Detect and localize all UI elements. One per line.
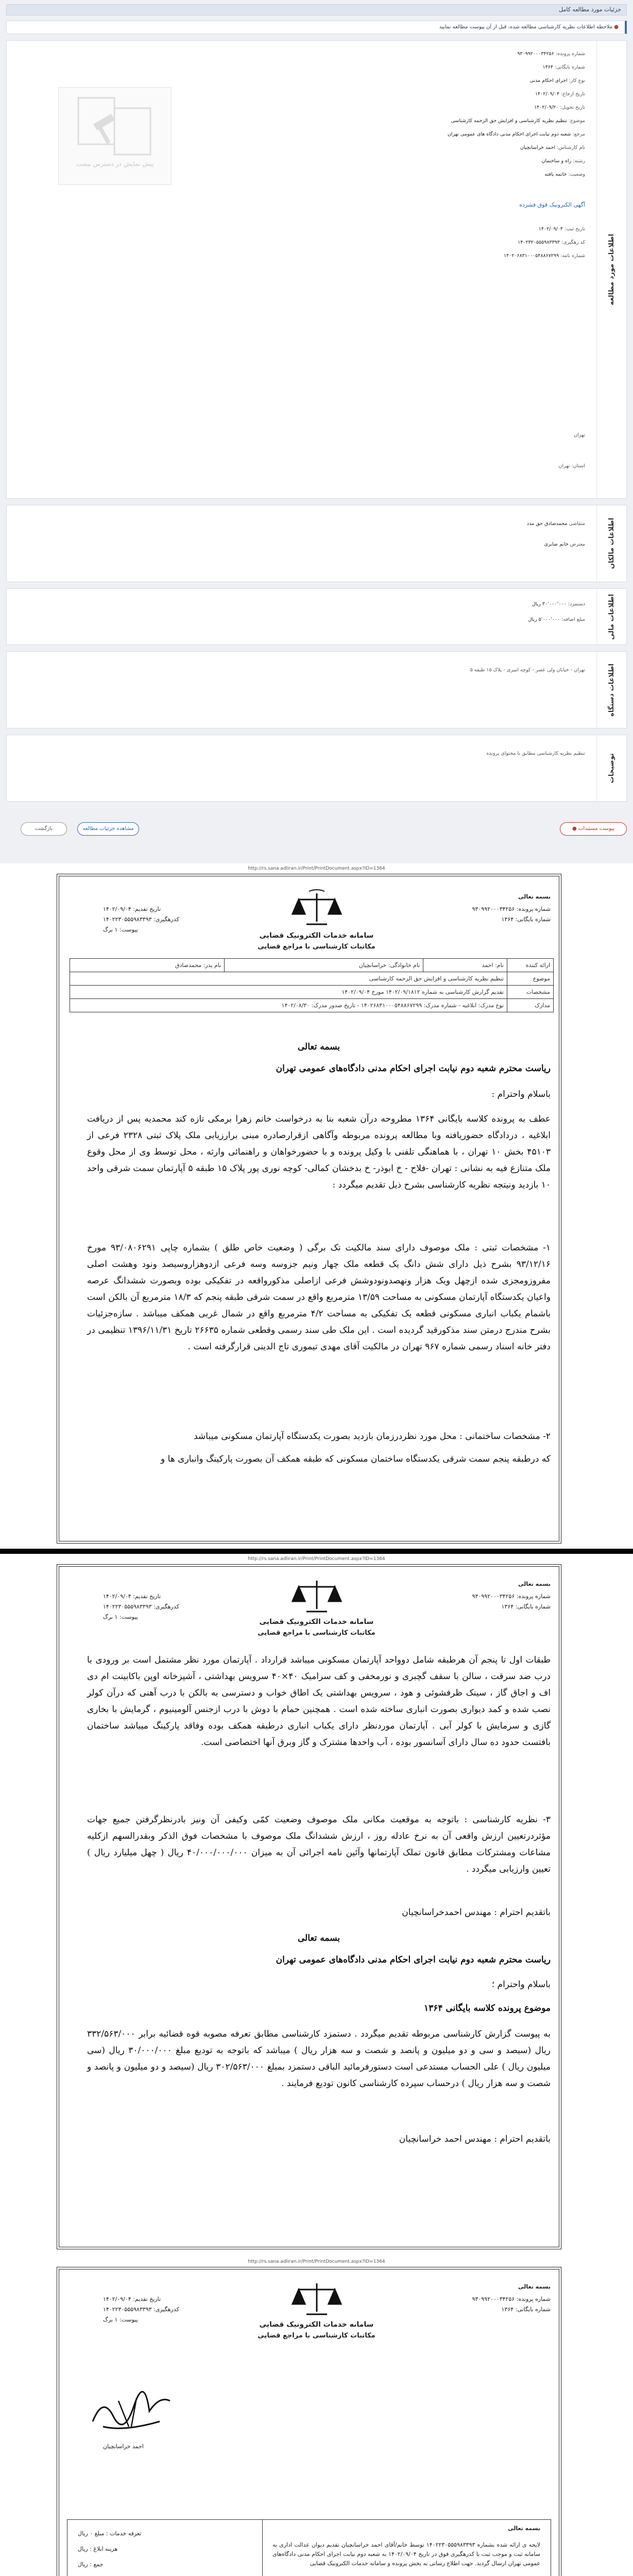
signoff-1: باتقدیم احترام : مهندس احمدخراسانچیان	[402, 1907, 551, 1918]
system-name-2: سامانه خدمات الکترونیک قضایی	[259, 1618, 374, 1626]
scales-of-justice-icon	[288, 1577, 345, 1618]
body-building-cont: که درطبقه پنجم سمت شرقی یکدستگاه ساختمان مسکونی که طبقه همکف آن بصورت پارکینگ وانباری ها و	[160, 1454, 551, 1464]
scales-of-justice-icon	[288, 2279, 345, 2320]
print-url-3: http://rs.sana.adliran.ir/Print/PrintDocument.aspx?ID=1364	[0, 2258, 633, 2266]
section-label-address: اطلاعات دستگاه	[596, 652, 626, 728]
breadcrumb-text: جزئیات مورد مطالعه کامل	[559, 6, 621, 13]
case-no-2: شماره پرونده: ۹۳۰۹۹۲۰۰۰۳۴۲۵۶	[472, 1593, 551, 1600]
submission-table: ارائه کننده نام: احمد نام خانوادگی: خراسانچیان نام پدر: محمدصادق موضوع تنظیم نظریه کارشناسی و افزایش حق الزحمه کارشناسی مشخصات تقدیم گزارش کارشناسی به شماره ۱۴۰۲/۰۹/۱۸۱۲ مورخ ۱۴۰۲/۰۹/۰۴ مدارک نوع مدرک: ابلاغیه - شماره مدرک: ۱۴۰۲۶۸۳۱۰۰۰۵۴۸۸۶۷۲۹۹ - تاریخ صدور مدرک: ۱۴۰۲/۰۸/۳۰	[70, 958, 554, 1012]
case-field: رشته: راه و ساختمان	[541, 158, 585, 164]
body-expert-opinion: ۳- نظریه کارشناسی : باتوجه به موقعیت مکانی ملک موصوف وضعیت کمّی وکیفی آن ونیز بادرنظرگرفتن جمیع جهات مؤثردرتعیین ارزش واقعی آن به نرخ عادله روز ، ارزش ششدانگ ملک موصوف با مشخصات فوق الذکر وبقدرالسهم ازکلیه مشاعات ومشترکات مطابق قانون تملک آپارتمانها وآئین نامه اجرائی آن به میزان ۴۰/۰۰۰/۰۰۰/۰۰۰ ریال ( چهل میلیارد ریال ) تعیین وارزیابی میگردد .	[87, 1815, 551, 1874]
page-separator	[0, 1549, 633, 1554]
archive-no: شماره بایگانی: ۱۳۶۴	[501, 916, 551, 923]
fee-request: به پیوست گزارش کارشناسی مربوطه تقدیم میگردد . دستمزد کارشناسی مطابق تعرفه مصوبه قوه قضائیه برابر ۳۳۲/۵۶۳/۰۰۰ ریال (سیصد و سی و دو میلیون و پانصد و شصت و سه هزار ریال ) میباشد که باتوجه به تودیع مبلغ ۳۰/۰۰۰/۰۰۰ ریال (سی میلیون ریال ) علی الحساب مستدعی است دستورفرمائید الباقی دستمزد بمبلغ ۳۰۲/۵۶۳/۰۰۰ ریال (سیصد و دو میلیون و پانصد و شصت و سه هزار ریال ) درحساب سپرده کارشناسی کانون تودیع فرمایند .	[87, 2029, 551, 2089]
receipt-left-pane	[262, 2520, 551, 2576]
document-page-2	[0, 1554, 633, 2257]
body-building: ۲- مشخصات ساختمانی : محل مورد نظردرزمان بازدید بصورت یکدستگاه آپارتمان مسکونی میباشد	[194, 1431, 551, 1442]
gavel-icon	[58, 88, 171, 185]
submit-date-3: تاریخ تقدیم: ۱۴۰۲/۰۹/۰۴	[103, 2296, 161, 2302]
section-label-owners: اطلاعات مالکان	[596, 505, 626, 582]
greeting: باسلام واحترام :	[491, 1089, 551, 1099]
signoff-2: باتقدیم احترام : مهندس احمد خراسانچیان	[399, 2134, 551, 2144]
case-field: تاریخ تحویل: ۱۴۰۲/۰۹/۲۰	[534, 105, 585, 110]
signature-image	[88, 2391, 175, 2437]
addressee-2: ریاست محترم شعبه دوم نیابت اجرای احکام مدنی دادگاه‌های عمومی تهران	[276, 1955, 551, 1965]
fee-line: تعرفه خدمات : مبلغ ۰ ریال	[78, 2530, 142, 2537]
submit-date: تاریخ تقدیم: ۱۴۰۲/۰۹/۰۴	[103, 906, 161, 912]
system-name-3: سامانه خدمات الکترونیک قضایی	[259, 2320, 374, 2329]
image-placeholder-text: پیش نمایش در دسترس نیست	[76, 160, 154, 167]
system-name: سامانه خدمات الکترونیک قضایی	[259, 931, 374, 940]
location-label: تهران	[574, 432, 585, 438]
address-card	[6, 651, 627, 728]
description-card	[6, 735, 627, 802]
section-label-case: اطلاعات مورد مطالعه	[596, 41, 626, 498]
case-field: مرجع: شعبه دوم نیابت اجرای احکام مدنی دادگاه های عمومی تهران	[447, 131, 585, 137]
archive-no-2: شماره بایگانی: ۱۳۶۴	[501, 1603, 551, 1610]
letter-title: بسمه تعالی	[297, 1042, 340, 1052]
case-no: شماره پرونده: ۹۳۰۹۹۲۰۰۰۳۴۲۵۶	[472, 906, 551, 912]
system-subtitle-3: مکاتبات کارشناسی با مراجع قضایی	[258, 2332, 375, 2340]
attachment-count: پیوست: ۱ برگ	[103, 926, 138, 933]
financial-field: دستمزد: ۳۰٬۰۰۰٬۰۰۰ ریال	[532, 601, 585, 607]
notice-bar	[6, 21, 627, 34]
case-field: تاریخ ارجاع: ۱۴۰۲/۰۹/۰۴	[535, 91, 585, 97]
case-no-3: شماره پرونده: ۹۳۰۹۹۲۰۰۰۳۴۲۵۶	[472, 2296, 551, 2302]
body-registration: ۱- مشخصات ثبتی : ملک موصوف دارای سند مالکیت تک برگی ( وضعیت خاص طلق ) بشماره چاپی ۹۳/۰۸۰۶۲۹۱ مورخ ۹۳/۱۲/۱۶ بشرح ذیل دارای شش دانگ یک قطعه ملک چهار ونیم جزوسه وسه فرعی ازدوهزاروسیصد ونود وهشت اصلی مفروزومجزی شده ازچهل ویک هزار ونهصدونودوشش فرعی ازاصلی مذکورواقعه در تفکیکی بوده وبصورت ششدانگ عرصه واعیان یکدستگاه آپارتمان مسکونی به مساحت ۱۳/۵۹ مترمربع واقع در سمت شرقی طبقه پنجم که ۱۸/۳ مترمربع آن بالکن است باشمام یکباب انباری مسکونی قطعه یک تفکیکی به مساحت ۴/۲ مترمربع واقع در شمال غربی همکف میباشد . سازه‌جزئیات بشرح مندرج درمتن سند مذکورقید گردیده است . این ملک طی سند رسمی وقطعی شماره ۲۶۶۳۵ تاریخ ۱۳۹۶/۱۱/۳۱ تنظیمی در دفتر خانه اسناد رسمی شماره ۹۶۷ تهران در مالکیت آقای مهدی تیموری تاج الدینی قرارگرفته است .	[87, 1243, 551, 1352]
electronic-notice-link[interactable]: آگهی الکترونیک فوق فشرده	[519, 201, 585, 208]
province-label: استان: تهران	[558, 463, 585, 469]
scales-of-justice-icon	[288, 889, 345, 930]
greeting-2: باسلام واحترام ؛	[491, 1979, 551, 1990]
case-info-card	[6, 40, 627, 499]
notice-text: ملاحظه اطلاعات نظریه کارشناسی مطالعه شده، قبل از آن پیوست مطالعه نمایید	[439, 24, 613, 30]
signature-name: احمد خراسانچیان	[103, 2443, 144, 2450]
attachment-count-2: پیوست: ۱ برگ	[103, 1614, 138, 1620]
case-field: موضوع: تنظیم نظریه کارشناسی و افزایش حق الزحمه کارشناسی	[451, 118, 585, 124]
case-field: وضعیت: خاتمه یافته	[544, 172, 585, 177]
addressee: ریاست محترم شعبه دوم نیابت اجرای احکام مدنی دادگاه‌های عمومی تهران	[276, 1063, 551, 1074]
owners-card	[6, 505, 627, 582]
bismillah-header-2: بسمه تعالی	[518, 1581, 551, 1587]
financial-field: مبلغ اضافه: ۵٬۰۰۰٬۰۰۰ ریال	[528, 617, 585, 622]
extra-field: شماره نامه: ۱۴۰۲۰۶۸۳۱۰۰۰۵۴۸۸۶۷۲۹۹	[503, 253, 585, 259]
receipt-box	[67, 2519, 551, 2576]
case-field: شماره بایگانی: ۱۳۶۴	[542, 64, 585, 70]
extra-field: کد رهگیری: ۱۴۰۲۳۲۰۵۵۵۹۸۳۳۹۳	[518, 240, 585, 245]
body-building-details: طبقات اول تا پنجم آن هرطبقه شامل دوواحد آپارتمان مسکونی میباشد قرارداد . آپارتمان مورد نظر مشتمل است بر ورودی با درب ضد سرقت ، سالن با سقف گچبری و نورمخفی و کف سرامیک ۴۰×۴۰ سرویس بهداشتی ، آشپزخانه اوپن باکابینت ام دی اف و اجاق گاز ، سینک ظرفشوئی و هود ، سرویس بهداشتی یک اطاق خواب و دسترسی به بالکن با درب آهنی که درآن کولر نصب شده و کمد دیواری بصورت انباری ساخته شده است . همچنین حمام با دوش با درب ازجنس آلومینیوم ، گرمایش با بخاری گازی و سرمایش با کولر آبی . آپارتمان موردنظر دارای یکباب انباری درطبقه همکف بوده وفاقد پارکینگ میباشد ساختمان بافتست حدود ده سال دارای آسانسور بوده ، آب واحدها مشترک و گاز وبرق آنها اختصاصی است.	[87, 1655, 551, 1748]
owner-row: متقاضی محمدصادق حق مدد	[526, 521, 585, 527]
owner-row: معترض خانم صابری	[544, 541, 585, 547]
tracking-code: کدرهگیری: ۱۴۰۲۲۳۰۵۵۵۹۸۳۳۹۳	[103, 916, 179, 923]
section-label-desc: توضیحات	[596, 735, 626, 801]
receipt-title: بسمه تعالی	[508, 2525, 540, 2532]
receipt-text: لایحه ی ارائه شده بشماره ۱۴۰۲۲۳۰۵۵۵۹۸۳۳۹۳ توسط خانم/آقای احمد خراسانچیان تقدیم دیوان عدالت اداری به سامانه ثبت و موجب ثبت با کدرهگیری فوق در تاریخ ۱۴۰۲/۰۹/۰۴ به شعبه دوم نیابت اجرای احکام مدنی دادگاه‌های عمومی تهران ارسال گردید. جهت اطلاع رسانی به بخش پرونده و سامانه خدمات الکترونیک قضایی	[272, 2541, 540, 2567]
tracking-code-2: کدرهگیری: ۱۴۰۲۲۳۰۵۵۵۹۸۳۳۹۳	[103, 1603, 179, 1610]
extra-field: تاریخ ثبت: ۱۴۰۲/۰۹/۰۴	[538, 226, 585, 232]
info-icon: ●	[614, 24, 619, 30]
financial-card	[6, 588, 627, 645]
image-placeholder	[58, 87, 172, 185]
system-subtitle-2: مکاتبات کارشناسی با مراجع قضایی	[258, 1629, 375, 1637]
case-detail-panel	[0, 0, 633, 863]
document-page-3	[0, 2257, 633, 2576]
letter2-title: بسمه تعالی	[297, 1933, 340, 1943]
breadcrumb	[6, 4, 627, 15]
body-intro: عطف به پرونده کلاسه بایگانی ۱۳۶۴ مطروحه درآن شعبه بنا به درخواست خانم زهرا برمکی تازه کند محمدیه پس از دریافت ابلاغیه ، دردادگاه حضوریافته وبا مطالعه پرونده مربوطه وآگاهی ازقرارصادره مبنی برارزیابی ملک پلاک ثبتی ۲۳۲۸ فرعی از ۴۵۱۰۳ بخش ۱۰ تهران ، با هماهنگی تلفنی با وکیل پرونده و با حضورخواهان و راهنمائی وارثه ، محل توسط وی از محل وقوع ملک متنازع فیه به نشانی : تهران -فلاح - خ ابوذر- خ بدخشان کمالی- کوچه نوری پور پلاک ۱۵ طبقه ۵ آپارتمان سمت شرقی واحد ۱۰ بازدید ونیتجه نظریه کارشناسی بشرح ذیل تقدیم میگردد :	[87, 1114, 551, 1190]
print-url: http://rs.sana.adliran.ir/Print/PrintDocument.aspx?ID=1364	[0, 865, 633, 873]
attachment-count-3: پیوست: ۱ برگ	[103, 2316, 138, 2323]
section-label-financial: اطلاعات مالی	[596, 589, 626, 645]
back-button[interactable]: بازگشت	[21, 822, 67, 836]
address-text: تهران - خیابان ولی عصر - کوچه امیری - پلاک ۱۵ طبقه ۵	[470, 667, 585, 673]
tracking-code-3: کدرهگیری: ۱۴۰۲۲۳۰۵۵۵۹۸۳۳۹۳	[103, 2306, 179, 2313]
bismillah-header-3: بسمه تعالی	[518, 2283, 551, 2290]
case-subject: موضوع پرونده کلاسه بایگانی ۱۳۶۴	[423, 2003, 551, 2013]
description-text: تنظیم نظریه کارشناسی مطابق با محتوای پرونده	[486, 751, 585, 756]
attach-button[interactable]: پیوست مستندات ●	[560, 822, 627, 836]
document-page-1	[0, 863, 633, 1549]
print-url-2: http://rs.sana.adliran.ir/Print/PrintDocument.aspx?ID=1364	[0, 1555, 633, 1563]
fee-line: جمع : ریال	[78, 2561, 104, 2568]
case-field: نام کارشناس: احمد خراسانچیان	[520, 145, 585, 150]
case-field: شماره پرونده: ۹۳۰۹۹۲۰۰۰۳۴۲۵۶	[517, 51, 585, 57]
fee-line: هزینه ابلاغ : ریال	[78, 2546, 118, 2552]
archive-no-3: شماره بایگانی: ۱۳۶۴	[501, 2306, 551, 2313]
case-field: نوع کار: اجرای احکام مدنی	[529, 78, 585, 83]
bismillah-header: بسمه تعالی	[518, 893, 551, 900]
view-details-button[interactable]: مشاهده جزئیات مطالعه	[77, 822, 139, 836]
system-subtitle: مکاتبات کارشناسی با مراجع قضایی	[258, 943, 375, 951]
attach-icon: ●	[572, 826, 577, 832]
submit-date-2: تاریخ تقدیم: ۱۴۰۲/۰۹/۰۴	[103, 1593, 161, 1600]
